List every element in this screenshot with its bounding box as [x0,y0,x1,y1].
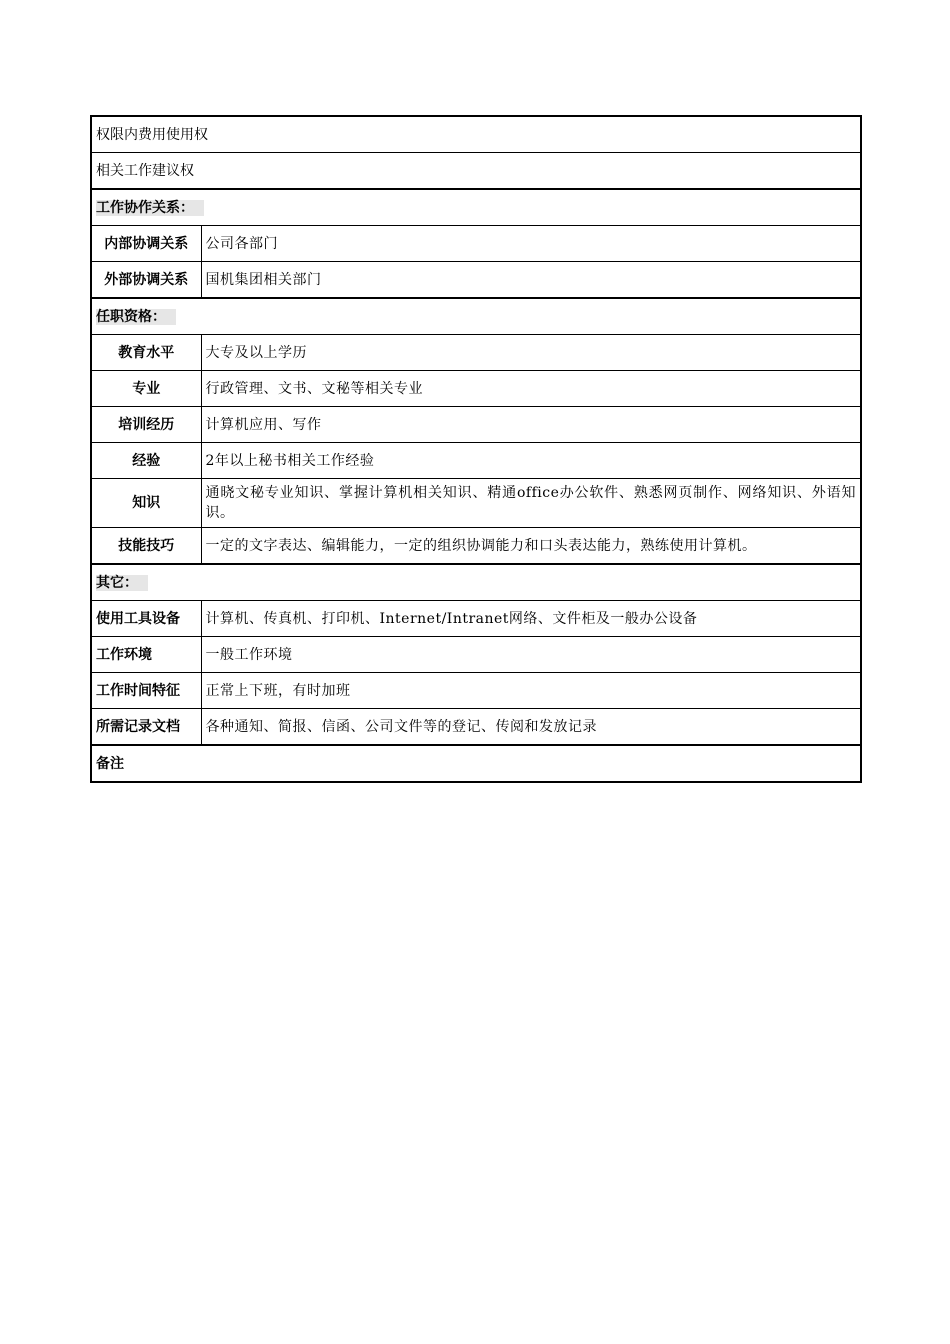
row-value: 一般工作环境 [201,637,861,673]
table-row [91,637,861,673]
row-value: 公司各部门 [201,226,861,262]
row-label: 经验 [91,443,201,479]
section-header-row [91,564,861,601]
table-row [91,262,861,299]
row-label: 所需记录文档 [91,709,201,746]
table-row [91,479,861,528]
row-label: 使用工具设备 [91,601,201,637]
table-row [91,335,861,371]
table-row [91,528,861,565]
row-value: 正常上下班，有时加班 [201,673,861,709]
row-value: 大专及以上学历 [201,335,861,371]
row-label: 技能技巧 [91,528,201,565]
row-value: 行政管理、文书、文秘等相关专业 [201,371,861,407]
row-label: 工作时间特征 [91,673,201,709]
table-row [91,407,861,443]
table-row [91,709,861,746]
row-value: 一定的文字表达、编辑能力，一定的组织协调能力和口头表达能力，熟练使用计算机。 [201,528,861,565]
authority-row [91,153,861,190]
row-value: 通晓文秘专业知识、掌握计算机相关知识、精通office办公软件、熟悉网页制作、网络知识、外语知识。 [201,479,861,528]
remarks-label: 备注 [91,745,861,782]
job-description-table [90,115,862,783]
row-label: 培训经历 [91,407,201,443]
section-cooperation-title: 工作协作关系： [91,189,861,226]
row-value: 计算机应用、写作 [201,407,861,443]
authority-item: 相关工作建议权 [91,153,861,190]
row-label: 知识 [91,479,201,528]
row-label: 专业 [91,371,201,407]
row-label: 内部协调关系 [91,226,201,262]
section-other-title: 其它： [91,564,861,601]
table-row [91,226,861,262]
authority-row [91,116,861,153]
remarks-row [91,745,861,782]
row-value: 计算机、传真机、打印机、Internet/Intranet网络、文件柜及一般办公设备 [201,601,861,637]
section-qualifications-title: 任职资格： [91,298,861,335]
section-header-row [91,298,861,335]
table-row [91,443,861,479]
row-label: 工作环境 [91,637,201,673]
row-value: 国机集团相关部门 [201,262,861,299]
table-row [91,371,861,407]
table-row [91,601,861,637]
row-label: 外部协调关系 [91,262,201,299]
row-value: 各种通知、简报、信函、公司文件等的登记、传阅和发放记录 [201,709,861,746]
row-label: 教育水平 [91,335,201,371]
table-row [91,673,861,709]
authority-item: 权限内费用使用权 [91,116,861,153]
row-value: 2年以上秘书相关工作经验 [201,443,861,479]
section-header-row [91,189,861,226]
